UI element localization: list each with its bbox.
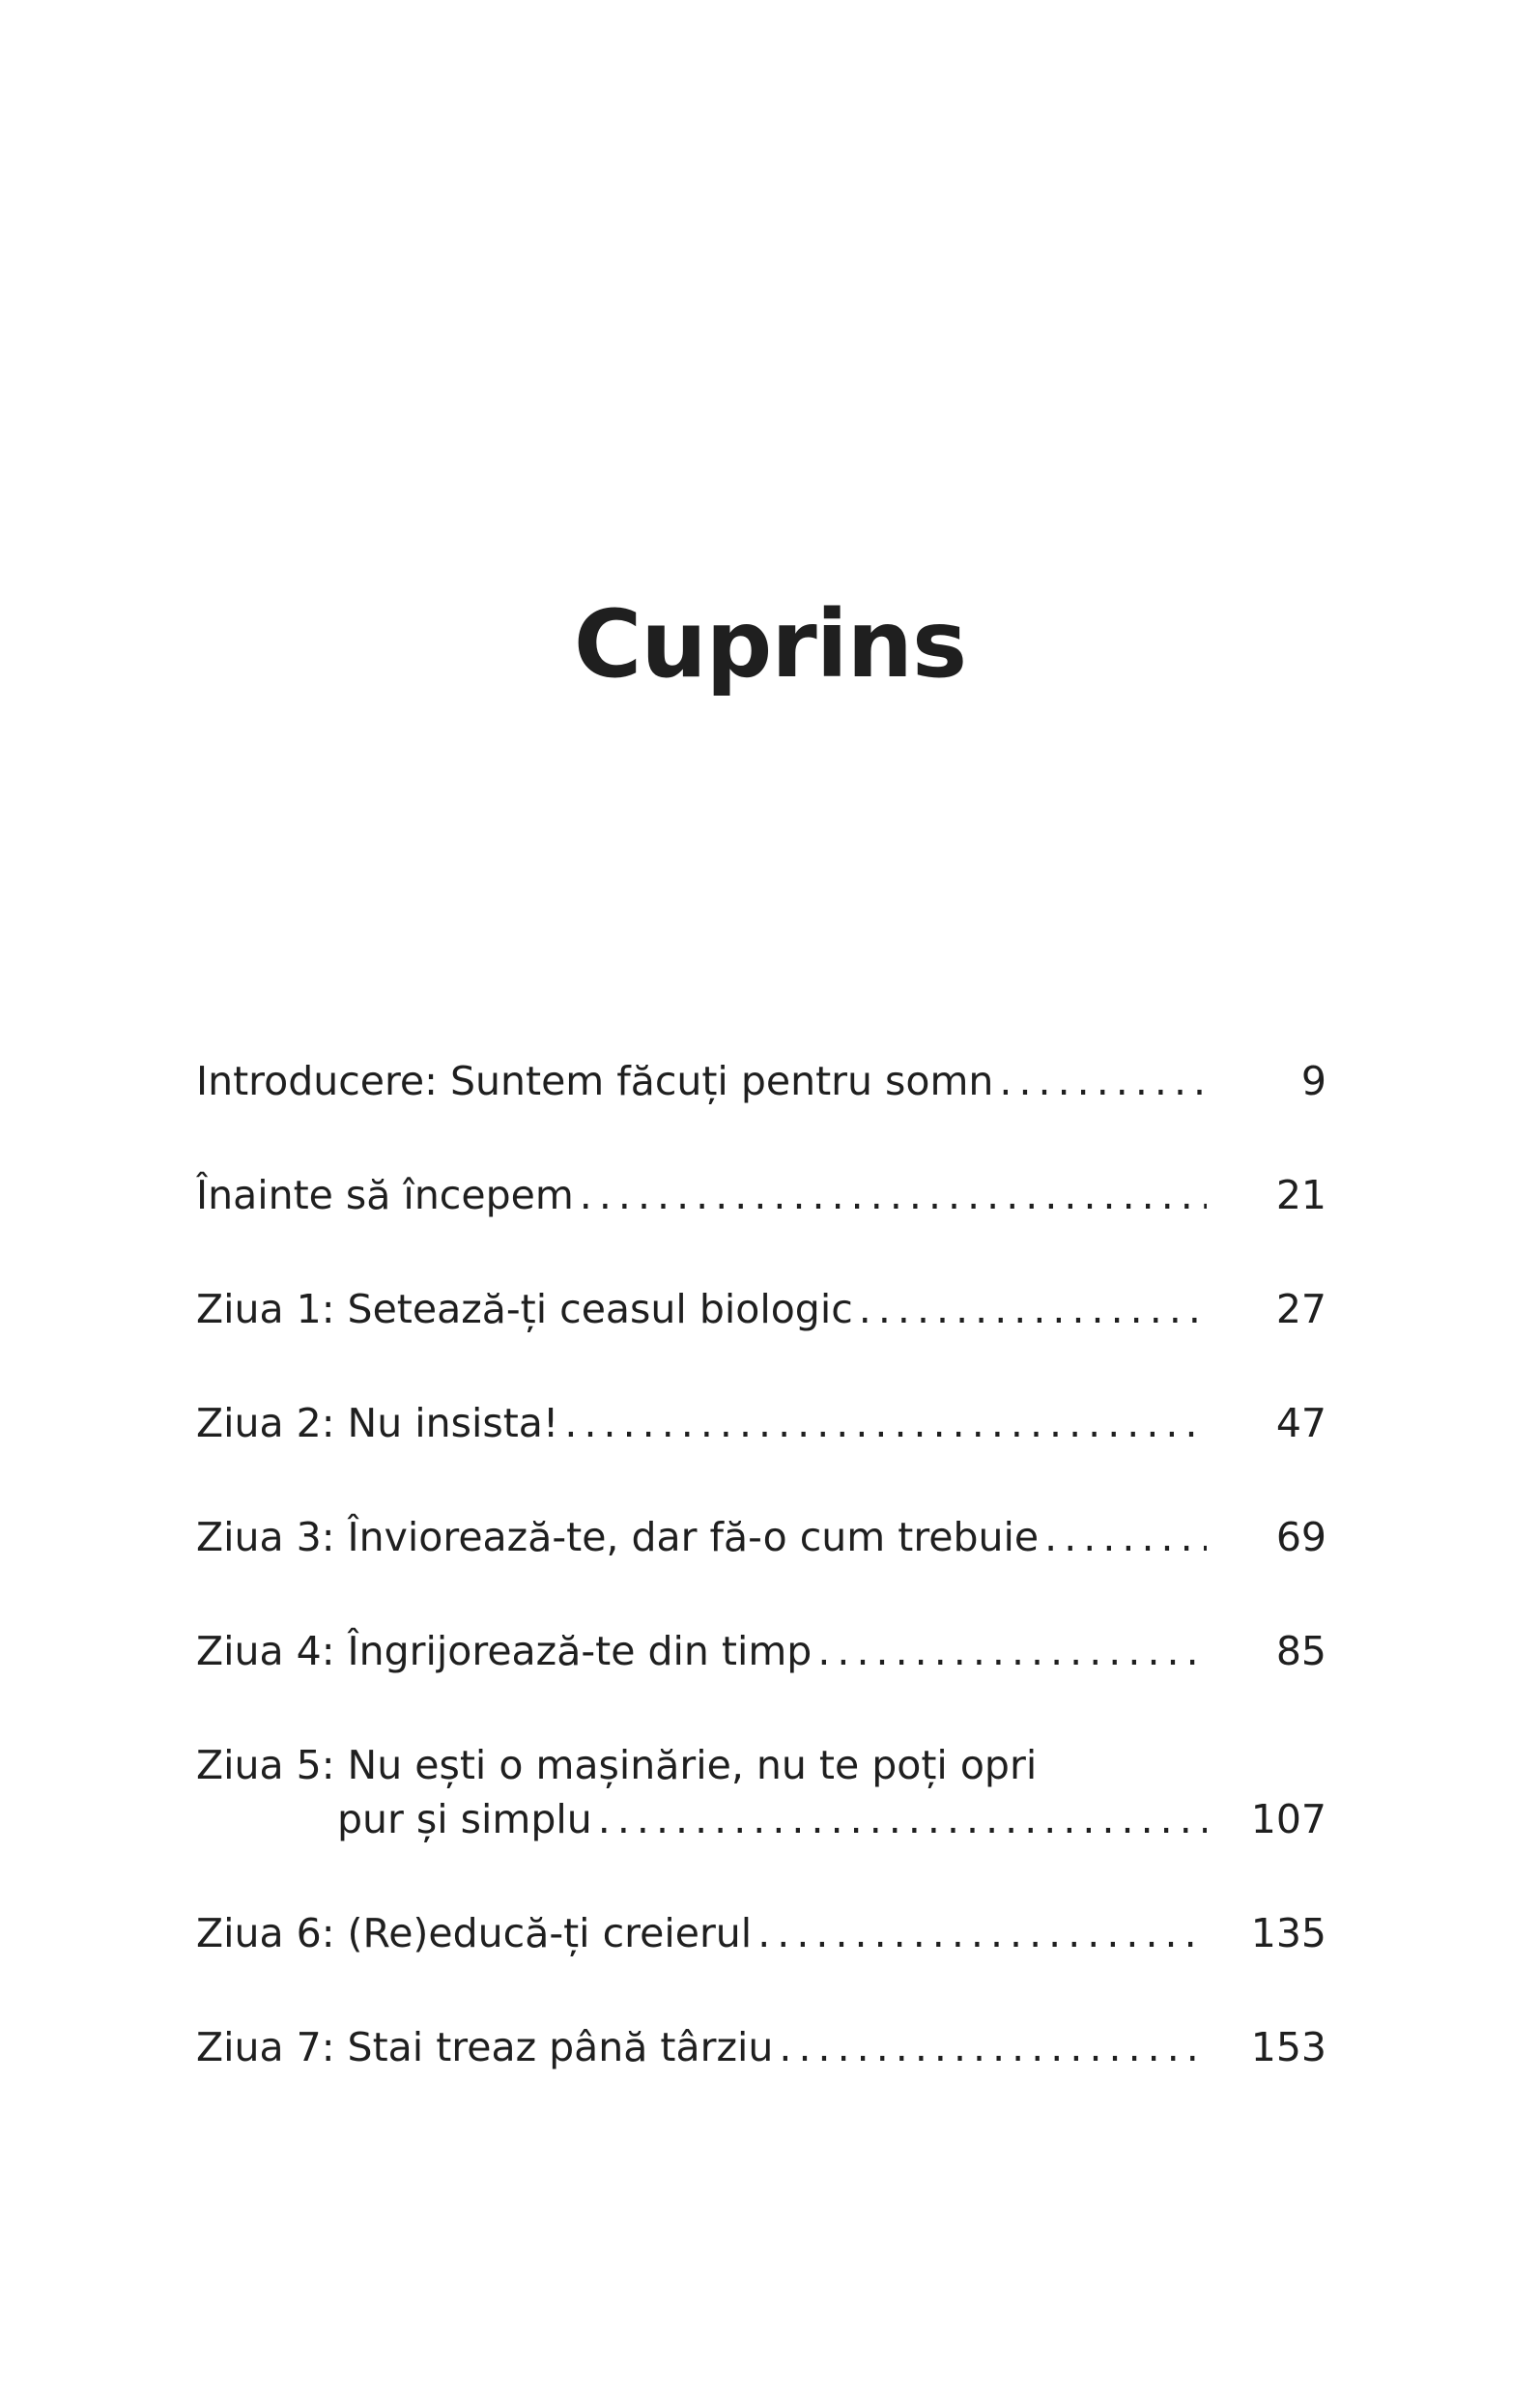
toc-entry-ziua-4[interactable]: [196, 1623, 1326, 1679]
toc-entry-title-continued: pur și simplu: [337, 1796, 592, 1842]
dot-leader: [558, 1395, 1207, 1451]
toc-entry-ziua-7[interactable]: [196, 2019, 1326, 2075]
toc-page-number: 21: [1275, 1172, 1326, 1218]
toc-page-number: 135: [1250, 1910, 1326, 1956]
toc-entry-ziua-1[interactable]: [196, 1281, 1326, 1337]
toc-entry-title: Ziua 2: Nu insista!: [196, 1400, 559, 1446]
toc-page-number: 27: [1275, 1286, 1326, 1332]
dot-leader: [993, 1053, 1207, 1109]
toc-page-number: 153: [1250, 2024, 1326, 2070]
toc-page-number: 47: [1275, 1400, 1326, 1446]
toc-entry-title: Ziua 7: Stai treaz până târziu: [196, 2024, 774, 2070]
toc-entry-ziua-6[interactable]: [196, 1905, 1326, 1961]
toc-entry-title: Ziua 3: Înviorează-te, dar fă-o cum trebuie: [196, 1514, 1040, 1560]
dot-leader: [1039, 1509, 1207, 1565]
toc-entry-ziua-3[interactable]: [196, 1509, 1326, 1565]
dot-leader: [812, 1623, 1207, 1679]
toc-entry-title: Ziua 1: Setează-ți ceasul biologic: [196, 1286, 853, 1332]
toc-page-number: 107: [1250, 1796, 1326, 1842]
toc-entry-title: Ziua 4: Îngrijorează-te din timp: [196, 1628, 813, 1674]
dot-leader: [752, 1905, 1207, 1961]
table-of-contents: [196, 1053, 1326, 2133]
dot-leader: [592, 1791, 1207, 1847]
dot-leader: [574, 1167, 1207, 1223]
toc-entry-title: Introducere: Suntem făcuți pentru somn: [196, 1058, 994, 1104]
toc-entry-ziua-5[interactable]: [196, 1737, 1326, 1847]
toc-entry-ziua-2[interactable]: [196, 1395, 1326, 1451]
dot-leader: [773, 2019, 1207, 2075]
toc-entry-title: Ziua 6: (Re)educă-ți creierul: [196, 1910, 753, 1956]
toc-page-number: 85: [1275, 1628, 1326, 1674]
toc-entry-title: Înainte să începem: [196, 1172, 574, 1218]
toc-entry-inainte[interactable]: [196, 1167, 1326, 1223]
page-title: Cuprins: [573, 590, 967, 699]
toc-entry-introducere[interactable]: [196, 1053, 1326, 1109]
toc-page-number: 69: [1275, 1514, 1326, 1560]
toc-entry-title: Ziua 5: Nu ești o mașinărie, nu te poți opri: [196, 1742, 1038, 1788]
dot-leader: [853, 1281, 1207, 1337]
toc-page-number: 9: [1300, 1058, 1326, 1104]
